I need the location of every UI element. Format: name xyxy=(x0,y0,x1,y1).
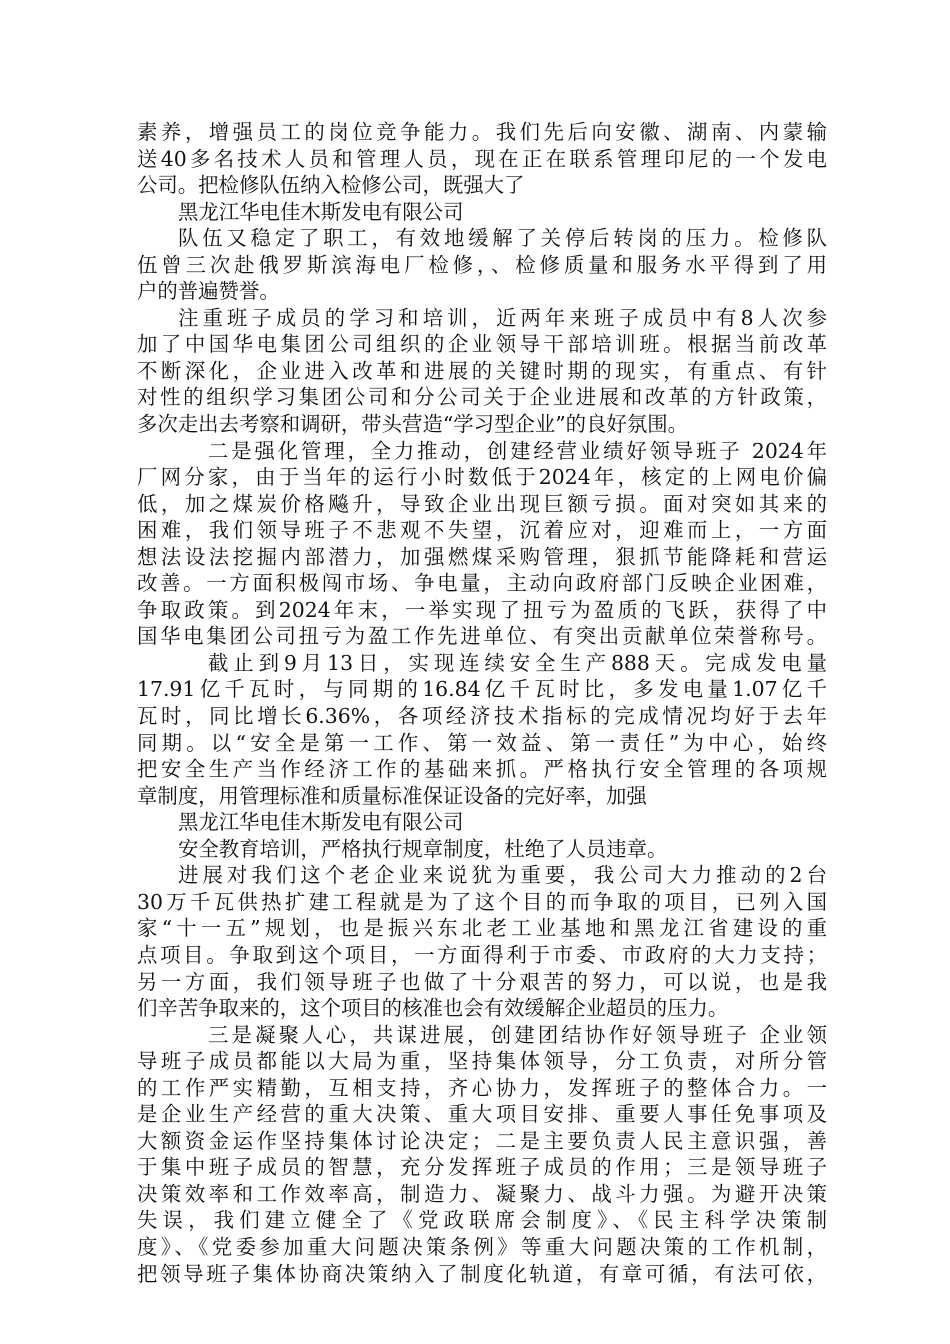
text-line: 的工作严实精勤，互相支持，齐心协力，发挥班子的整体合力。一 xyxy=(137,1075,827,1100)
text-line: 想法设法挖掘内部潜力，加强燃煤采购管理，狠抓节能降耗和营运 xyxy=(137,544,827,569)
text-line: 进展对我们这个老企业来说犹为重要，我公司大力推动的2台 xyxy=(178,863,827,888)
text-line: 素养，增强员工的岗位竞争能力。我们先后向安徽、湖南、内蒙输 xyxy=(137,120,827,144)
text-line: 失误，我们建立健全了《党政联席会制度》、《民主科学决策制 xyxy=(137,1208,827,1233)
text-line: 困难，我们领导班子不悲观不失望，沉着应对，迎难而上，一方面 xyxy=(137,518,827,543)
text-line: 章制度，用管理标准和质量标准保证设备的完好率，加强 xyxy=(137,783,647,808)
text-line: 度》、《党委参加重大问题决策条例》等重大问题决策的工作机制， xyxy=(137,1234,827,1259)
text-line: 是企业生产经营的重大决策、重大项目安排、重要人事任免事项及 xyxy=(137,1102,827,1127)
text-line: 不断深化，企业进入改革和进展的关键时期的现实，有重点、有针 xyxy=(137,358,827,383)
text-line: 公司。把检修队伍纳入检修公司，既强大了 xyxy=(137,173,525,198)
text-line: 另一方面，我们领导班子也做了十分艰苦的努力，可以说，也是我 xyxy=(137,969,827,994)
text-line: 瓦时，同比增长6.36%，各项经济技术指标的完成情况均好于去年 xyxy=(137,704,827,729)
text-line: 改善。一方面积极闯市场、争电量，主动向政府部门反映企业困难， xyxy=(137,571,827,596)
company-header: 黑龙江华电佳木斯发电有限公司 xyxy=(178,810,464,835)
text-line: 争取政策。到2024年末，一举实现了扭亏为盈质的飞跃，获得了中 xyxy=(137,597,827,622)
text-line: 安全教育培训，严格执行规章制度，杜绝了人员违章。 xyxy=(178,836,668,861)
text-line: 把领导班子集体协商决策纳入了制度化轨道，有章可循，有法可依， xyxy=(137,1261,827,1286)
text-line: 家“十一五”规划，也是振兴东北老工业基地和黑龙江省建设的重 xyxy=(137,916,827,941)
document-body xyxy=(137,119,827,1287)
text-line: 加了中国华电集团公司组织的企业领导干部培训班。根据当前改革 xyxy=(137,332,827,357)
text-line: 户的普遍赞誉。 xyxy=(137,279,280,304)
text-line: 大额资金运作坚持集体讨论决定；二是主要负责人民主意识强，善 xyxy=(137,1128,827,1153)
text-line: 于集中班子成员的智慧，充分发挥班子成员的作用；三是领导班子 xyxy=(137,1155,827,1180)
text-line: 截止到9月13日，实现连续安全生产888天。完成发电量 xyxy=(208,650,827,675)
text-line: 把安全生产当作经济工作的基础来抓。严格执行安全管理的各项规 xyxy=(137,757,827,782)
section-heading: 三是凝聚人心，共谋进展，创建团结协作好领导班子 企业领 xyxy=(208,1022,827,1047)
text-line: 30万千瓦供热扩建工程就是为了这个目的而争取的项目，已列入国 xyxy=(137,889,827,914)
section-heading: 二是强化管理，全力推动，创建经营业绩好领导班子 2024年 xyxy=(208,438,827,463)
text-line: 队伍又稳定了职工，有效地缓解了关停后转岗的压力。检修队 xyxy=(178,226,827,251)
text-line: 注重班子成员的学习和培训，近两年来班子成员中有8人次参 xyxy=(178,305,827,330)
text-line: 多次走出去考察和调研，带头营造“学习型企业”的良好氛围。 xyxy=(137,412,689,437)
text-line: 们辛苦争取来的，这个项目的核准也会有效缓解企业超员的压力。 xyxy=(137,996,729,1021)
text-line: 导班子成员都能以大局为重，坚持集体领导，分工负责，对所分管 xyxy=(137,1049,827,1074)
text-line: 对性的组织学习集团公司和分公司关于企业进展和改革的方针政策， xyxy=(137,385,827,410)
company-header: 黑龙江华电佳木斯发电有限公司 xyxy=(178,199,464,224)
text-line: 决策效率和工作效率高，制造力、凝聚力、战斗力强。为避开决策 xyxy=(137,1181,827,1206)
text-line: 同期。以“安全是第一工作、第一效益、第一责任”为中心，始终 xyxy=(137,730,827,755)
text-line: 点项目。争取到这个项目，一方面得利于市委、市政府的大力支持； xyxy=(137,942,827,967)
text-line: 低，加之煤炭价格飚升，导致企业出现巨额亏损。面对突如其来的 xyxy=(137,491,827,516)
text-line: 厂网分家，由于当年的运行小时数低于2024年，核定的上网电价偏 xyxy=(137,465,827,490)
text-line: 送40多名技术人员和管理人员，现在正在联系管理印尼的一个发电 xyxy=(137,146,827,171)
text-line: 伍曾三次赴俄罗斯滨海电厂检修，、检修质量和服务水平得到了用 xyxy=(137,252,827,277)
text-line: 国华电集团公司扭亏为盈工作先进单位、有突出贡献单位荣誉称号。 xyxy=(137,624,827,649)
text-line: 17.91亿千瓦时，与同期的16.84亿千瓦时比，多发电量1.07亿千 xyxy=(137,677,827,702)
